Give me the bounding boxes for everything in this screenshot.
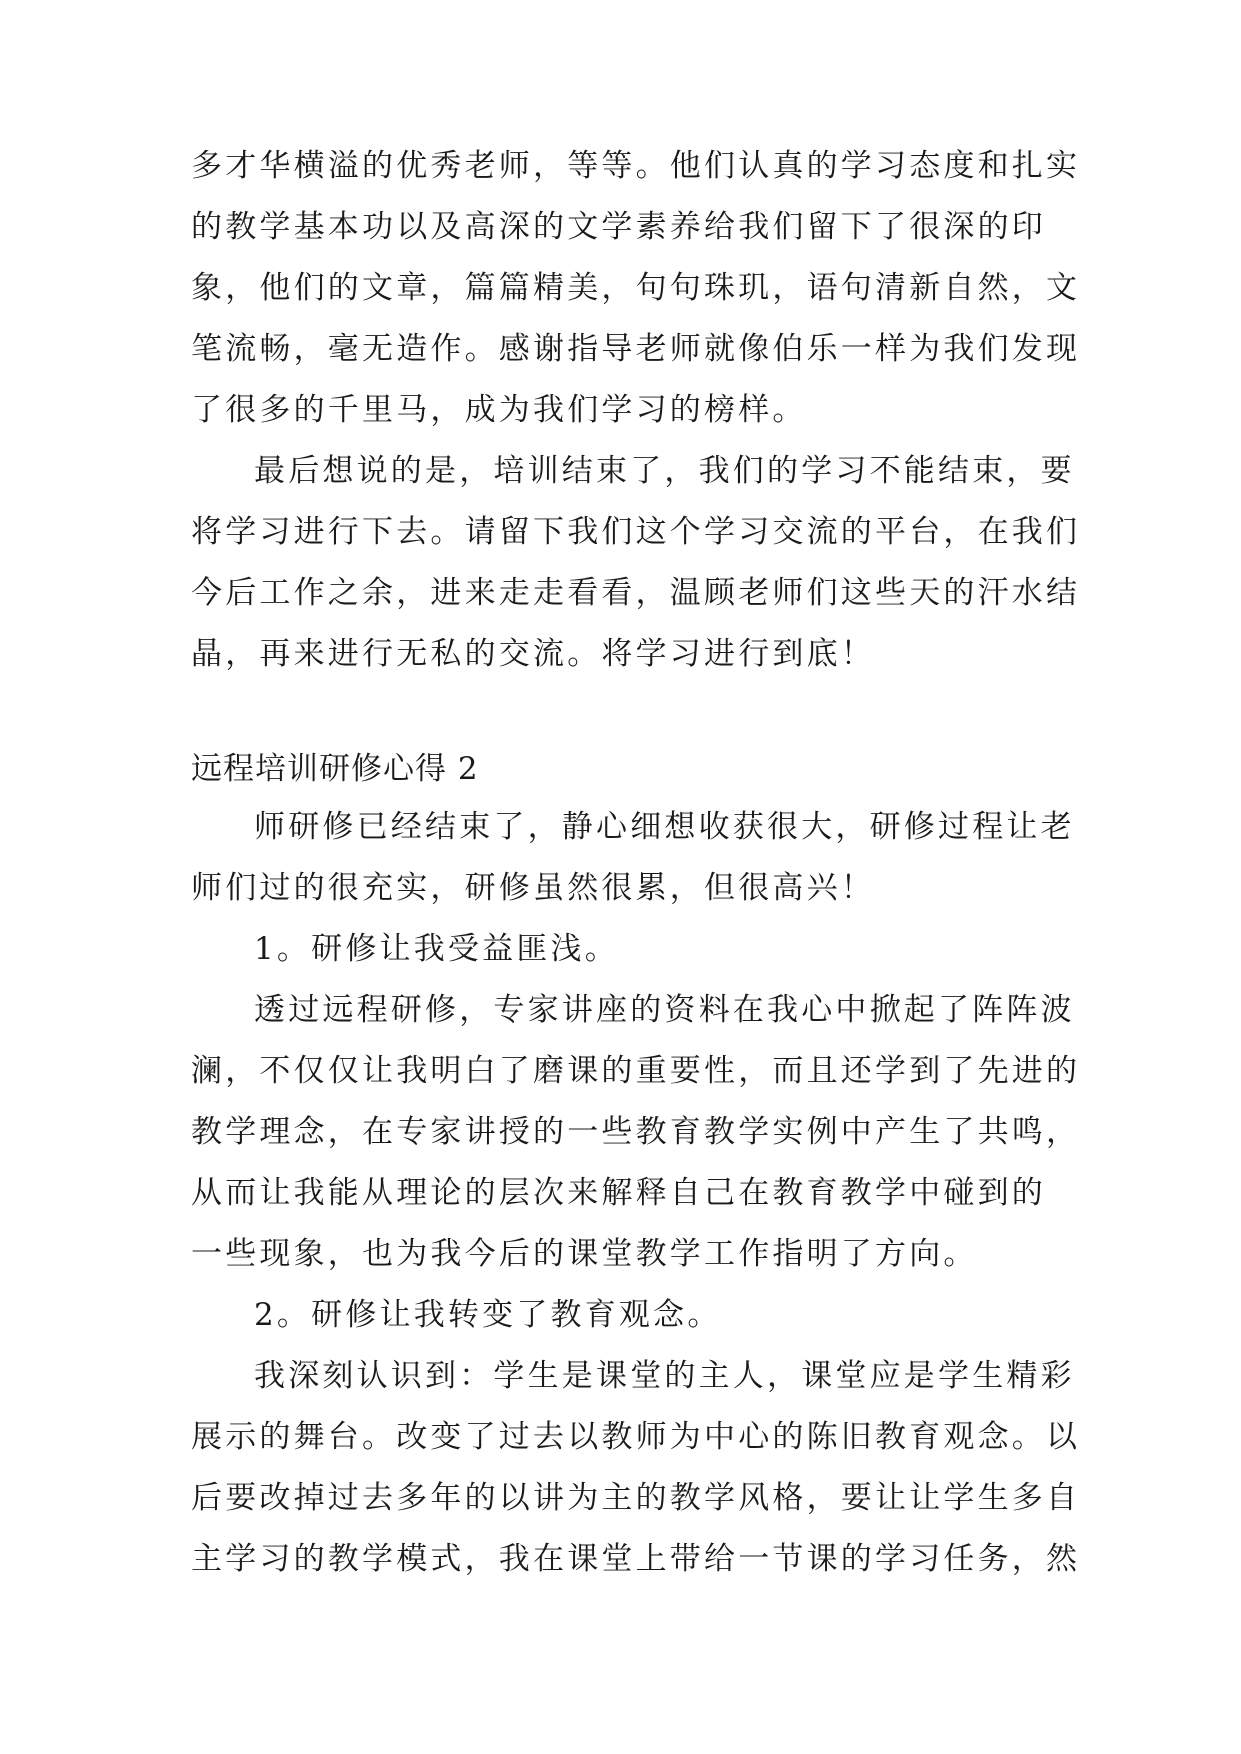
paragraph-line: 笔流畅，毫无造作。感谢指导老师就像伯乐一样为我们发现 <box>191 331 1081 367</box>
paragraph-line: 师们过的很充实，研修虽然很累，但很高兴！ <box>191 870 875 906</box>
section-heading: 远程培训研修心得 2 <box>191 751 479 787</box>
paragraph-line: 将学习进行下去。请留下我们这个学习交流的平台，在我们 <box>191 514 1081 550</box>
paragraph-line: 晶，再来进行无私的交流。将学习进行到底！ <box>191 636 875 672</box>
paragraph-line: 我深刻认识到：学生是课堂的主人，课堂应是学生精彩 <box>254 1358 1075 1394</box>
paragraph-line: 多才华横溢的优秀老师，等等。他们认真的学习态度和扎实 <box>191 148 1081 184</box>
paragraph-line: 从而让我能从理论的层次来解释自己在教育教学中碰到的 <box>191 1175 1046 1211</box>
list-item-heading: 2。研修让我转变了教育观念。 <box>254 1297 722 1333</box>
paragraph-line: 象，他们的文章，篇篇精美，句句珠玑，语句清新自然，文 <box>191 270 1081 306</box>
paragraph-line: 展示的舞台。改变了过去以教师为中心的陈旧教育观念。以 <box>191 1419 1081 1455</box>
paragraph-line: 最后想说的是，培训结束了，我们的学习不能结束，要 <box>254 453 1075 489</box>
paragraph-line: 的教学基本功以及高深的文学素养给我们留下了很深的印 <box>191 209 1046 245</box>
paragraph-line: 师研修已经结束了，静心细想收获很大，研修过程让老 <box>254 809 1075 845</box>
paragraph-line: 透过远程研修，专家讲座的资料在我心中掀起了阵阵波 <box>254 992 1075 1028</box>
paragraph-line: 主学习的教学模式，我在课堂上带给一节课的学习任务，然 <box>191 1541 1081 1577</box>
paragraph-line: 澜，不仅仅让我明白了磨课的重要性，而且还学到了先进的 <box>191 1053 1081 1089</box>
list-item-heading: 1。研修让我受益匪浅。 <box>254 931 619 967</box>
paragraph-line: 了很多的千里马，成为我们学习的榜样。 <box>191 392 807 428</box>
paragraph-line: 教学理念，在专家讲授的一些教育教学实例中产生了共鸣， <box>191 1114 1081 1150</box>
paragraph-line: 后要改掉过去多年的以讲为主的教学风格，要让让学生多自 <box>191 1480 1081 1516</box>
paragraph-line: 今后工作之余，进来走走看看，温顾老师们这些天的汗水结 <box>191 575 1081 611</box>
paragraph-line: 一些现象，也为我今后的课堂教学工作指明了方向。 <box>191 1236 978 1272</box>
